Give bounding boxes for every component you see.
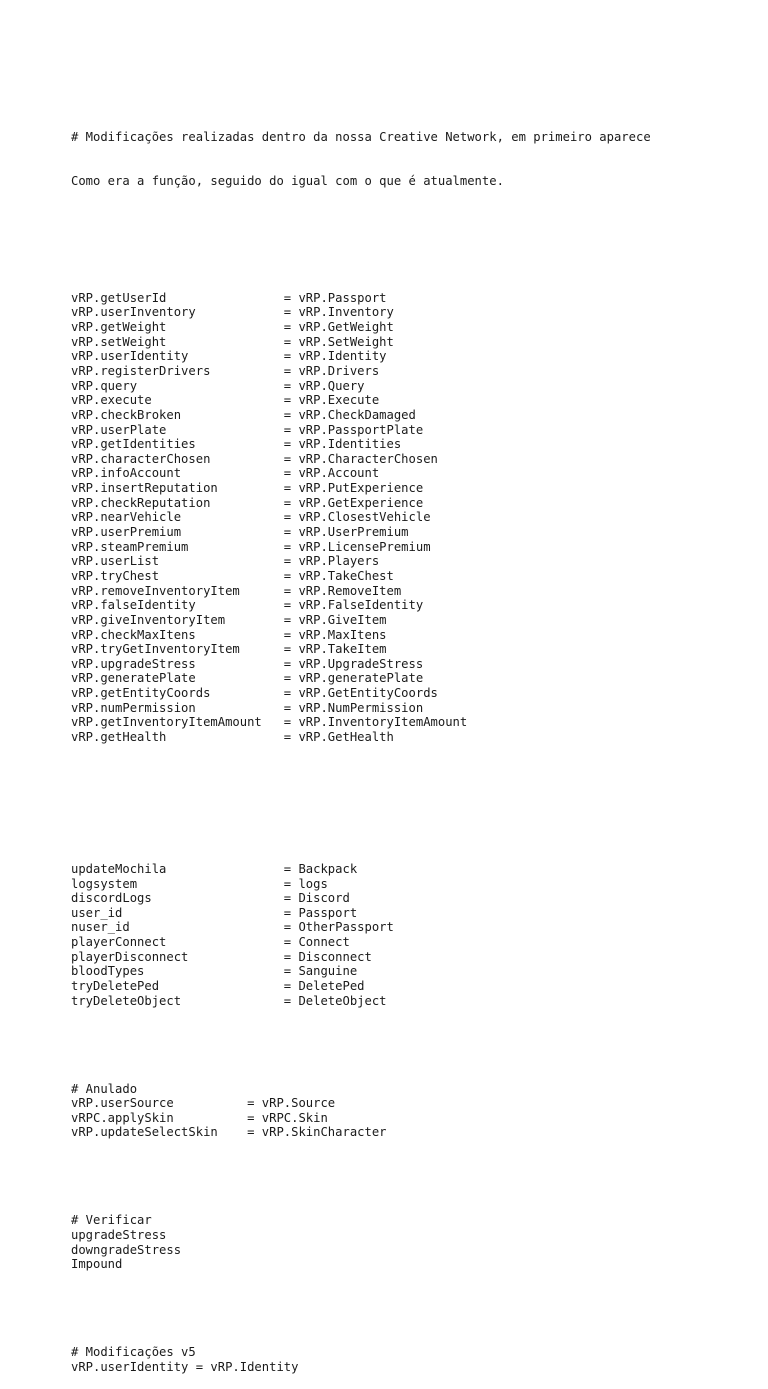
document-page [71, 71, 751, 1389]
v5-line: # Modificações v5 [71, 1345, 196, 1360]
mapping-line: vRP.checkMaxItens = vRP.MaxItens [71, 627, 387, 642]
mapping-line: vRP.getUserId = vRP.Passport [71, 290, 387, 305]
mapping-line: vRP.numPermission = vRP.NumPermission [71, 700, 424, 715]
mapping-line: vRP.userIdentity = vRP.Identity [71, 349, 387, 364]
v5-block [71, 1345, 751, 1374]
anulado-line: vRPC.applySkin = vRPC.Skin [71, 1110, 328, 1125]
mapping-line: vRP.getHealth = vRP.GetHealth [71, 730, 394, 745]
mapping-line: vRP.query = vRP.Query [71, 378, 365, 393]
header-line-1: # Modificações realizadas dentro da nossa Creative Network, em primeiro aparece [71, 129, 651, 144]
mapping-line: vRP.upgradeStress = vRP.UpgradeStress [71, 656, 424, 671]
mapping-line: vRP.falseIdentity = vRP.FalseIdentity [71, 598, 424, 613]
anulado-line: vRP.updateSelectSkin = vRP.SkinCharacter [71, 1125, 387, 1140]
mapping-line: vRP.infoAccount = vRP.Account [71, 466, 380, 481]
header-line-2: Como era a função, seguido do igual com o que é atualmente. [71, 173, 504, 188]
spacer [71, 774, 751, 789]
anulado-block [71, 1082, 751, 1141]
mapping-line: vRP.setWeight = vRP.SetWeight [71, 334, 394, 349]
mapping-line: vRP.getEntityCoords = vRP.GetEntityCoords [71, 686, 438, 701]
spacer [71, 1038, 751, 1053]
verificar-line: Impound [71, 1257, 123, 1272]
anulado-line: vRP.userSource = vRP.Source [71, 1096, 336, 1111]
mapping-line: vRP.tryChest = vRP.TakeChest [71, 568, 394, 583]
mapping-line: playerConnect = Connect [71, 935, 350, 950]
verificar-line: # Verificar [71, 1213, 152, 1228]
mapping-line: vRP.getWeight = vRP.GetWeight [71, 320, 394, 335]
mapping-line: nuser_id = OtherPassport [71, 920, 394, 935]
verificar-line: downgradeStress [71, 1242, 182, 1257]
mapping-line: vRP.checkBroken = vRP.CheckDamaged [71, 407, 416, 422]
mapping-line: tryDeletePed = DeletePed [71, 979, 365, 993]
mapping-line: vRP.registerDrivers = vRP.Drivers [71, 364, 380, 378]
v5-line: vRP.userIdentity = vRP.Identity [71, 1359, 299, 1374]
mapping-line: vRP.checkReputation = vRP.GetExperience [71, 495, 424, 510]
mapping-line: vRP.execute = vRP.Execute [71, 393, 380, 408]
mapping-line: vRP.getInventoryItemAmount = vRP.InventoryItemAmount [71, 715, 468, 730]
spacer [71, 818, 751, 833]
mapping-line: vRP.generatePlate = vRP.generatePlate [71, 671, 424, 686]
verificar-block [71, 1213, 751, 1272]
mapping-line: vRP.characterChosen = vRP.CharacterChosen [71, 451, 438, 466]
verificar-line: upgradeStress [71, 1228, 167, 1243]
spacer [71, 1169, 751, 1184]
mapping-line: vRP.removeInventoryItem = vRP.RemoveItem [71, 583, 402, 598]
anulado-line: # Anulado [71, 1081, 138, 1096]
mapping-line: vRP.userInventory = vRP.Inventory [71, 305, 394, 320]
mapping-line: bloodTypes = Sanguine [71, 964, 358, 979]
mapping-line: vRP.userPlate = vRP.PassportPlate [71, 422, 424, 437]
mapping-line: vRP.nearVehicle = vRP.ClosestVehicle [71, 510, 431, 525]
mapping-line: vRP.tryGetInventoryItem = vRP.TakeItem [71, 642, 387, 657]
mapping-line: vRP.userList = vRP.Players [71, 554, 380, 569]
mapping-line: discordLogs = Discord [71, 891, 350, 906]
mapping-line: vRP.userPremium = vRP.UserPremium [71, 525, 409, 540]
mapping-line: user_id = Passport [71, 905, 358, 920]
mapping-line: updateMochila = Backpack [71, 861, 358, 876]
vrp-mappings-block [71, 291, 751, 745]
header-block [71, 100, 751, 217]
mapping-line: vRP.getIdentities = vRP.Identities [71, 437, 402, 452]
mapping-line: logsystem = logs [71, 876, 328, 891]
mapping-line: vRP.giveInventoryItem = vRP.GiveItem [71, 612, 387, 627]
other-mappings-block [71, 862, 751, 1008]
mapping-line: vRP.insertReputation = vRP.PutExperience [71, 481, 424, 496]
mapping-line: tryDeleteObject = DeleteObject [71, 993, 387, 1008]
mapping-line: vRP.steamPremium = vRP.LicensePremium [71, 539, 431, 554]
spacer [71, 247, 751, 262]
spacer [71, 1301, 751, 1316]
mapping-line: playerDisconnect = Disconnect [71, 949, 372, 964]
